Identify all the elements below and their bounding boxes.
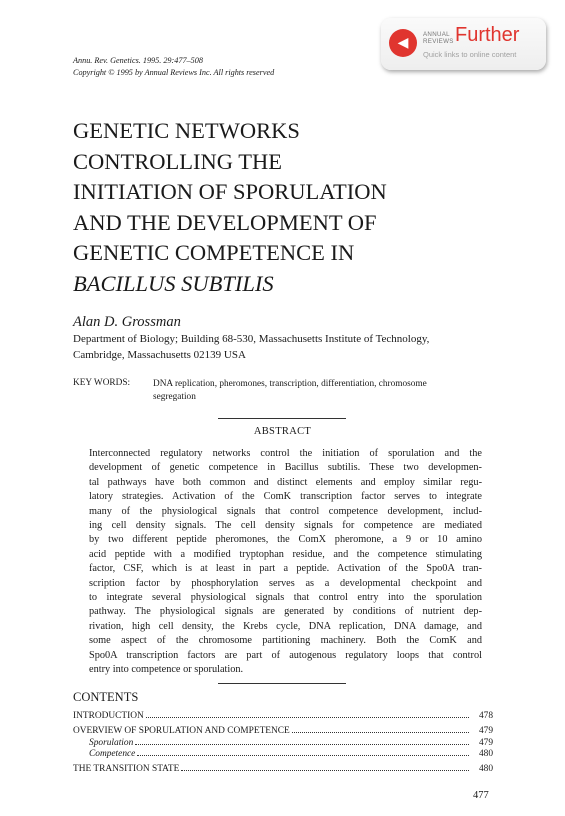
- annual-reviews-further-badge[interactable]: [381, 18, 546, 70]
- abstract-line: Interconnected regulatory networks control the initiation of sporulation and the: [89, 448, 482, 459]
- abstract-line: entry into competence or sporulation.: [89, 664, 244, 676]
- abstract-line: ing cell density signals. The cell density signals for competence are mediated: [89, 520, 482, 532]
- toc-entry-overview[interactable]: [73, 726, 493, 738]
- toc-label: Competence: [89, 749, 136, 760]
- badge-annual-reviews-label: ANNUAL REVIEWS: [423, 31, 454, 45]
- abstract-line: by two different peptide pheromones, the ComX pheromone, a 9 or 10 amino: [89, 534, 482, 546]
- journal-citation: [73, 55, 274, 78]
- keywords-label: KEY WORDS:: [73, 378, 131, 388]
- title-line: GENETIC COMPETENCE IN: [73, 240, 355, 266]
- toc-page: 479: [478, 725, 493, 736]
- citation-line-2: Copyright © 1995 by Annual Reviews Inc. All rights reserved: [73, 67, 275, 77]
- author-affiliation: [73, 332, 493, 363]
- abstract-line: rivation, high cell density, the Krebs cycle, DNA replication, DNA damage, and: [89, 620, 482, 632]
- toc-leader: [146, 717, 469, 718]
- abstract-line: acid peptide with a modified tryptophan residue, and the competence stimulating: [89, 548, 482, 560]
- keywords-line-2: segregation: [153, 392, 196, 402]
- abstract-line: development of genetic competence in Bacillus subtilis. These two developmen-: [89, 462, 482, 474]
- badge-further-label: Further: [455, 24, 520, 46]
- title-line: GENETIC NETWORKS: [73, 118, 300, 143]
- abstract-line: tal pathways have both common and distinct elements and employ similar regu-: [89, 476, 482, 488]
- affiliation-line-1: Department of Biology; Building 68-530, Massachusetts Institute of Technology,: [73, 333, 430, 345]
- author-name: Alan D. Grossman: [73, 314, 181, 330]
- abstract-line: pathway. The physiological signals are generated by conditions of nutrient dep-: [89, 606, 482, 618]
- abstract-line: some aspect of the chromosome partitioning machinery. Both the ComK and: [89, 635, 482, 647]
- abstract-body: [89, 447, 482, 678]
- abstract-line: to integrate several physiological signals that control entry into the sporulation: [89, 592, 482, 604]
- article-title: [73, 116, 387, 300]
- title-line: CONTROLLING THE: [73, 148, 282, 174]
- toc-page: 480: [478, 749, 493, 760]
- affiliation-line-2: Cambridge, Massachusetts 02139 USA: [73, 348, 246, 361]
- title-line: AND THE DEVELOPMENT OF: [73, 209, 377, 235]
- abstract-line: scription factor by phosphorylation serves as a developmental checkpoint and: [89, 577, 482, 589]
- abstract-line: Spo0A transcription factors are part of autogenous regulatory loops that control: [89, 649, 482, 661]
- citation-line-1: Annu. Rev. Genetics. 1995. 29:477–508: [73, 56, 203, 65]
- page-number: 477: [473, 790, 489, 801]
- toc-page: 480: [478, 764, 493, 775]
- title-line: INITIATION OF SPORULATION: [73, 179, 387, 205]
- toc-leader: [135, 744, 469, 745]
- contents-heading: CONTENTS: [73, 690, 139, 704]
- divider-top: [218, 418, 346, 419]
- toc-leader: [137, 755, 469, 756]
- arrow-left-icon: ◀: [389, 29, 417, 57]
- toc-leader: [292, 732, 469, 733]
- toc-leader: [181, 770, 469, 771]
- abstract-heading: ABSTRACT: [253, 426, 312, 437]
- toc-label: THE TRANSITION STATE: [73, 764, 180, 775]
- abstract-line: latory strategies. Activation of the ComK transcription factor serves to integrate: [89, 491, 482, 503]
- toc-page: 478: [478, 711, 493, 721]
- table-of-contents: [73, 711, 493, 776]
- toc-entry-sporulation[interactable]: [73, 738, 493, 750]
- abstract-line: many of the physiological signals that control competence development, includ-: [89, 505, 482, 517]
- toc-label: Sporulation: [89, 737, 134, 748]
- keywords-line-1: DNA replication, pheromones, transcription, differentiation, chromosome: [153, 379, 427, 389]
- title-line-italic: BACILLUS SUBTILIS: [73, 270, 274, 296]
- keywords-list: [153, 378, 483, 404]
- toc-entry-transition-state[interactable]: [73, 764, 493, 776]
- toc-label: OVERVIEW OF SPORULATION AND COMPETENCE: [73, 725, 290, 736]
- toc-entry-competence[interactable]: [73, 749, 493, 761]
- toc-entry-introduction[interactable]: [73, 711, 493, 723]
- abstract-line: factor, CSF, which is at least in part a peptide. Activation of the Spo0A tran-: [89, 563, 482, 575]
- toc-page: 479: [478, 737, 493, 748]
- badge-tagline: Quick links to online content: [423, 50, 517, 59]
- divider-bottom: [218, 683, 346, 684]
- toc-label: INTRODUCTION: [73, 711, 144, 721]
